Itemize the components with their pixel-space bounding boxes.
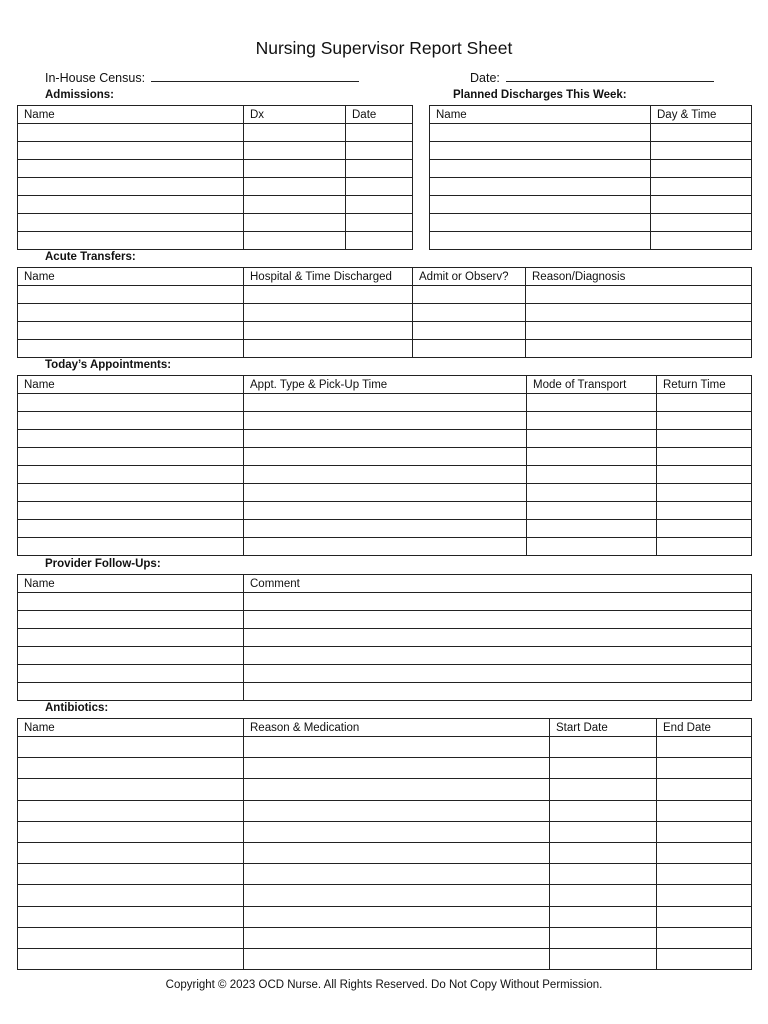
column-header: Name xyxy=(18,719,244,737)
table-cell[interactable] xyxy=(527,466,657,484)
table-cell[interactable] xyxy=(413,286,526,304)
table-header-row xyxy=(18,268,752,286)
table-cell[interactable] xyxy=(18,196,244,214)
table-cell[interactable] xyxy=(413,322,526,340)
table-cell[interactable] xyxy=(244,885,550,906)
table-cell[interactable] xyxy=(18,665,244,683)
table-cell[interactable] xyxy=(18,758,244,779)
table-cell[interactable] xyxy=(550,779,657,800)
table-cell[interactable] xyxy=(18,629,244,647)
column-header: Name xyxy=(18,268,244,286)
table-row xyxy=(18,611,752,629)
table-row xyxy=(18,178,413,196)
table-cell[interactable] xyxy=(18,779,244,800)
table-cell[interactable] xyxy=(657,779,752,800)
table-cell[interactable] xyxy=(657,412,752,430)
table-cell[interactable] xyxy=(430,196,651,214)
table-cell[interactable] xyxy=(18,885,244,906)
table-cell[interactable] xyxy=(346,124,413,142)
table-cell[interactable] xyxy=(18,304,244,322)
table-cell[interactable] xyxy=(18,821,244,842)
admissions-label: Admissions: xyxy=(45,89,115,101)
table-cell[interactable] xyxy=(18,611,244,629)
table-cell[interactable] xyxy=(18,124,244,142)
table-cell[interactable] xyxy=(346,142,413,160)
table-cell[interactable] xyxy=(346,178,413,196)
table-cell[interactable] xyxy=(18,322,244,340)
census-input-line[interactable] xyxy=(151,69,359,82)
table-cell[interactable] xyxy=(244,864,550,885)
table-cell[interactable] xyxy=(651,142,752,160)
table-cell[interactable] xyxy=(18,864,244,885)
table-row xyxy=(18,885,752,906)
table-cell[interactable] xyxy=(413,340,526,358)
table-cell[interactable] xyxy=(18,737,244,758)
table-cell[interactable] xyxy=(244,340,413,358)
table-row xyxy=(18,124,413,142)
table-cell[interactable] xyxy=(657,758,752,779)
table-cell[interactable] xyxy=(244,466,527,484)
table-row xyxy=(18,665,752,683)
table-cell[interactable] xyxy=(18,178,244,196)
table-row xyxy=(18,948,752,969)
table-cell[interactable] xyxy=(651,178,752,196)
antibiotics-table xyxy=(17,718,752,970)
table-cell[interactable] xyxy=(18,232,244,250)
table-cell[interactable] xyxy=(550,927,657,948)
table-row xyxy=(18,927,752,948)
table-cell[interactable] xyxy=(244,800,550,821)
table-cell[interactable] xyxy=(244,906,550,927)
column-header: Date xyxy=(346,106,413,124)
table-cell[interactable] xyxy=(527,502,657,520)
column-header: Name xyxy=(18,106,244,124)
table-row xyxy=(18,214,413,232)
table-cell[interactable] xyxy=(244,502,527,520)
table-row xyxy=(18,232,413,250)
copyright-footer: Copyright © 2023 OCD Nurse. All Rights Reserved. Do Not Copy Without Permission. xyxy=(165,979,603,991)
table-cell[interactable] xyxy=(244,214,346,232)
table-cell[interactable] xyxy=(18,286,244,304)
table-cell[interactable] xyxy=(430,142,651,160)
table-cell[interactable] xyxy=(18,484,244,502)
table-cell[interactable] xyxy=(657,800,752,821)
census-label: In-House Census: xyxy=(45,71,146,85)
table-cell[interactable] xyxy=(527,520,657,538)
table-cell[interactable] xyxy=(413,304,526,322)
table-cell[interactable] xyxy=(244,430,527,448)
table-cell[interactable] xyxy=(18,842,244,863)
table-row xyxy=(18,502,752,520)
table-cell[interactable] xyxy=(657,821,752,842)
table-cell[interactable] xyxy=(244,927,550,948)
table-cell[interactable] xyxy=(244,593,752,611)
column-header: Hospital & Time Discharged xyxy=(244,268,413,286)
table-cell[interactable] xyxy=(244,412,527,430)
table-cell[interactable] xyxy=(244,196,346,214)
page-title: Nursing Supervisor Report Sheet xyxy=(255,38,513,58)
table-cell[interactable] xyxy=(657,466,752,484)
table-row xyxy=(430,124,752,142)
table-cell[interactable] xyxy=(18,448,244,466)
table-cell[interactable] xyxy=(550,885,657,906)
table-cell[interactable] xyxy=(244,629,752,647)
table-cell[interactable] xyxy=(526,304,752,322)
table-cell[interactable] xyxy=(244,821,550,842)
table-cell[interactable] xyxy=(244,779,550,800)
table-cell[interactable] xyxy=(651,232,752,250)
table-cell[interactable] xyxy=(244,842,550,863)
table-row xyxy=(18,484,752,502)
table-cell[interactable] xyxy=(244,737,550,758)
table-cell[interactable] xyxy=(550,800,657,821)
table-cell[interactable] xyxy=(527,538,657,556)
table-cell[interactable] xyxy=(18,340,244,358)
table-cell[interactable] xyxy=(550,906,657,927)
table-cell[interactable] xyxy=(651,160,752,178)
column-header: Day & Time xyxy=(651,106,752,124)
table-row xyxy=(430,178,752,196)
date-field xyxy=(470,69,714,85)
table-header-row xyxy=(18,719,752,737)
table-row xyxy=(430,142,752,160)
table-cell[interactable] xyxy=(18,538,244,556)
planned-discharges-label: Planned Discharges This Week: xyxy=(453,89,627,101)
table-cell[interactable] xyxy=(657,927,752,948)
table-cell[interactable] xyxy=(244,647,752,665)
table-row xyxy=(18,758,752,779)
table-cell[interactable] xyxy=(244,683,752,701)
table-row xyxy=(430,214,752,232)
table-cell[interactable] xyxy=(430,124,651,142)
table-cell[interactable] xyxy=(244,948,550,969)
table-cell[interactable] xyxy=(657,448,752,466)
table-header-row xyxy=(430,106,752,124)
column-header: Comment xyxy=(244,575,752,593)
table-header-row xyxy=(18,575,752,593)
column-header: Reason & Medication xyxy=(244,719,550,737)
table-row xyxy=(430,232,752,250)
table-row xyxy=(18,340,752,358)
table-row xyxy=(18,196,413,214)
table-cell[interactable] xyxy=(526,286,752,304)
table-cell[interactable] xyxy=(657,737,752,758)
date-label: Date: xyxy=(470,71,500,85)
table-cell[interactable] xyxy=(18,683,244,701)
table-cell[interactable] xyxy=(430,214,651,232)
appointments-label: Today’s Appointments: xyxy=(45,359,172,371)
table-row xyxy=(18,683,752,701)
table-cell[interactable] xyxy=(244,160,346,178)
table-row xyxy=(18,864,752,885)
admissions-table xyxy=(17,105,413,250)
table-cell[interactable] xyxy=(346,196,413,214)
table-cell[interactable] xyxy=(346,214,413,232)
table-cell[interactable] xyxy=(526,322,752,340)
table-cell[interactable] xyxy=(346,232,413,250)
table-row xyxy=(18,821,752,842)
table-cell[interactable] xyxy=(18,394,244,412)
table-cell[interactable] xyxy=(657,906,752,927)
table-row xyxy=(18,304,752,322)
table-cell[interactable] xyxy=(346,160,413,178)
table-cell[interactable] xyxy=(657,502,752,520)
table-row xyxy=(18,538,752,556)
table-cell[interactable] xyxy=(244,538,527,556)
provider-followups-label: Provider Follow-Ups: xyxy=(45,558,161,570)
table-cell[interactable] xyxy=(657,520,752,538)
table-cell[interactable] xyxy=(651,196,752,214)
table-row xyxy=(18,842,752,863)
table-cell[interactable] xyxy=(244,286,413,304)
column-header: Admit or Observ? xyxy=(413,268,526,286)
table-cell[interactable] xyxy=(527,448,657,466)
table-cell[interactable] xyxy=(18,142,244,160)
table-cell[interactable] xyxy=(651,124,752,142)
column-header: Reason/Diagnosis xyxy=(526,268,752,286)
column-header: Mode of Transport xyxy=(527,376,657,394)
planned-discharges-table xyxy=(429,105,752,250)
table-cell[interactable] xyxy=(18,502,244,520)
table-row xyxy=(18,906,752,927)
table-row xyxy=(18,394,752,412)
acute-transfers-table xyxy=(17,267,752,358)
table-row xyxy=(18,160,413,178)
table-cell[interactable] xyxy=(18,948,244,969)
table-cell[interactable] xyxy=(657,842,752,863)
table-cell[interactable] xyxy=(651,214,752,232)
table-cell[interactable] xyxy=(244,611,752,629)
antibiotics-label: Antibiotics: xyxy=(45,702,109,714)
table-cell[interactable] xyxy=(550,864,657,885)
table-row xyxy=(430,160,752,178)
table-row xyxy=(18,448,752,466)
table-cell[interactable] xyxy=(244,232,346,250)
census-field xyxy=(45,69,359,85)
table-row xyxy=(18,800,752,821)
appointments-table xyxy=(17,375,752,556)
column-header: Name xyxy=(430,106,651,124)
acute-transfers-label: Acute Transfers: xyxy=(45,251,136,263)
table-cell[interactable] xyxy=(527,394,657,412)
table-row xyxy=(18,593,752,611)
table-row xyxy=(18,142,413,160)
table-row xyxy=(18,412,752,430)
table-header-row xyxy=(18,376,752,394)
table-cell[interactable] xyxy=(244,394,527,412)
table-cell[interactable] xyxy=(657,864,752,885)
table-row xyxy=(18,466,752,484)
table-cell[interactable] xyxy=(18,647,244,665)
table-cell[interactable] xyxy=(18,214,244,232)
table-cell[interactable] xyxy=(430,160,651,178)
table-cell[interactable] xyxy=(550,737,657,758)
table-cell[interactable] xyxy=(550,821,657,842)
table-cell[interactable] xyxy=(244,322,413,340)
table-cell[interactable] xyxy=(550,948,657,969)
table-cell[interactable] xyxy=(244,304,413,322)
table-cell[interactable] xyxy=(18,927,244,948)
column-header: Name xyxy=(18,575,244,593)
table-row xyxy=(18,286,752,304)
table-cell[interactable] xyxy=(18,906,244,927)
column-header: Dx xyxy=(244,106,346,124)
column-header: Name xyxy=(18,376,244,394)
table-row xyxy=(18,779,752,800)
table-cell[interactable] xyxy=(244,178,346,196)
table-cell[interactable] xyxy=(18,466,244,484)
table-row xyxy=(430,196,752,214)
column-header: End Date xyxy=(657,719,752,737)
table-cell[interactable] xyxy=(430,232,651,250)
table-cell[interactable] xyxy=(657,948,752,969)
table-cell[interactable] xyxy=(657,484,752,502)
table-cell[interactable] xyxy=(18,593,244,611)
table-cell[interactable] xyxy=(550,842,657,863)
table-row xyxy=(18,520,752,538)
table-cell[interactable] xyxy=(527,430,657,448)
table-row xyxy=(18,629,752,647)
table-cell[interactable] xyxy=(244,124,346,142)
table-cell[interactable] xyxy=(657,430,752,448)
table-row xyxy=(18,430,752,448)
table-cell[interactable] xyxy=(657,538,752,556)
table-cell[interactable] xyxy=(244,484,527,502)
table-row xyxy=(18,737,752,758)
provider-followups-table xyxy=(17,574,752,701)
table-cell[interactable] xyxy=(18,520,244,538)
table-row xyxy=(18,322,752,340)
table-row xyxy=(18,647,752,665)
column-header: Start Date xyxy=(550,719,657,737)
table-cell[interactable] xyxy=(18,160,244,178)
date-input-line[interactable] xyxy=(506,69,714,82)
table-cell[interactable] xyxy=(657,885,752,906)
table-cell[interactable] xyxy=(18,412,244,430)
table-cell[interactable] xyxy=(550,758,657,779)
table-cell[interactable] xyxy=(527,484,657,502)
table-cell[interactable] xyxy=(244,520,527,538)
table-cell[interactable] xyxy=(244,448,527,466)
table-cell[interactable] xyxy=(244,142,346,160)
table-cell[interactable] xyxy=(526,340,752,358)
table-cell[interactable] xyxy=(18,800,244,821)
column-header: Return Time xyxy=(657,376,752,394)
table-cell[interactable] xyxy=(244,758,550,779)
table-cell[interactable] xyxy=(657,394,752,412)
column-header: Appt. Type & Pick-Up Time xyxy=(244,376,527,394)
table-cell[interactable] xyxy=(527,412,657,430)
table-cell[interactable] xyxy=(430,178,651,196)
table-header-row xyxy=(18,106,413,124)
table-cell[interactable] xyxy=(244,665,752,683)
table-cell[interactable] xyxy=(18,430,244,448)
